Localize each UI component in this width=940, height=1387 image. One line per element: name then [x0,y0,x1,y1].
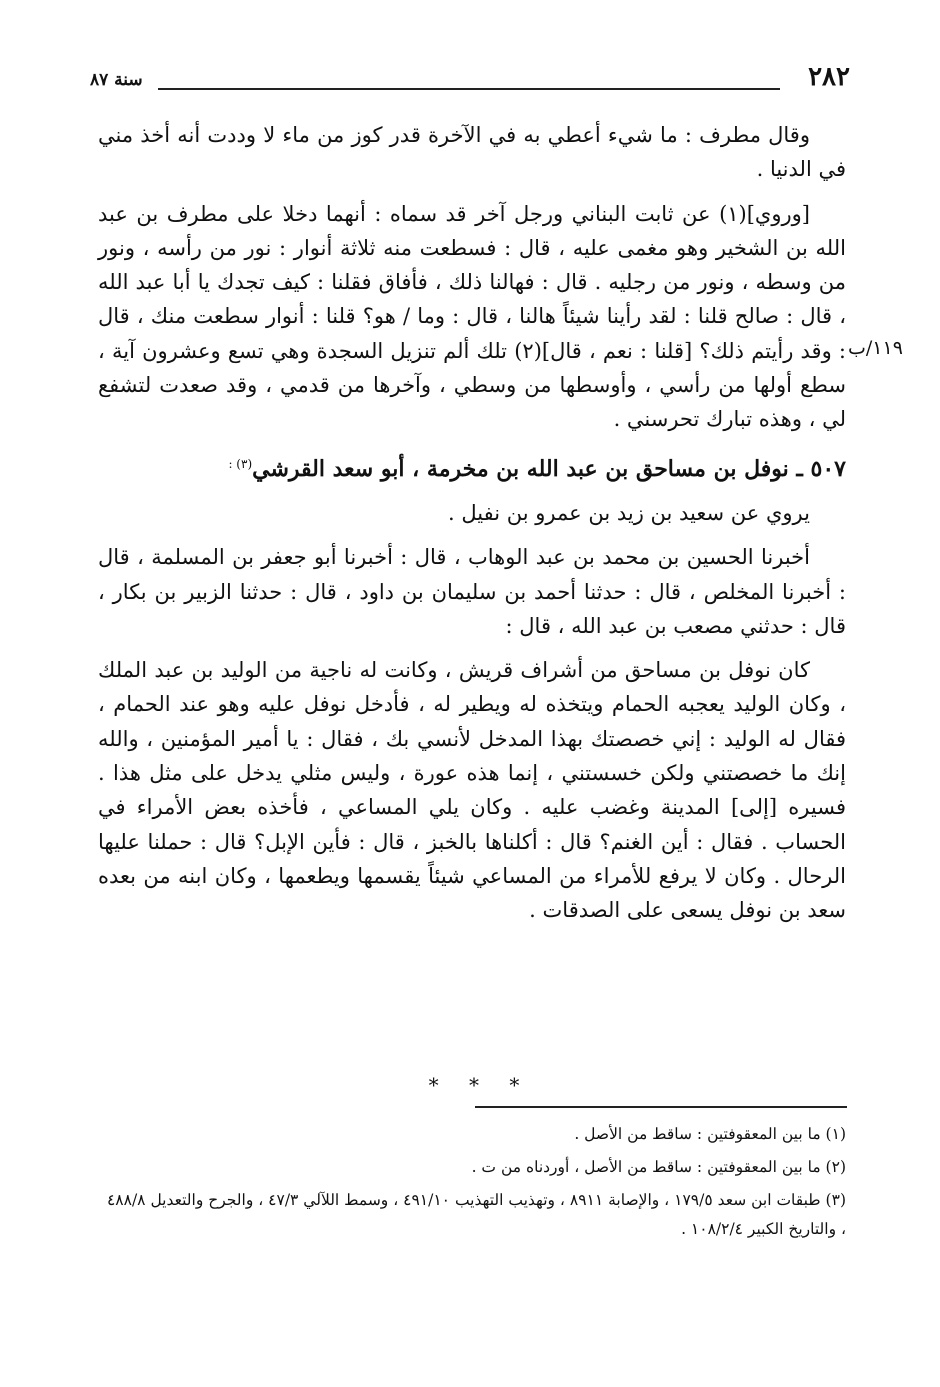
year-label: سنة ٨٧ [90,70,143,90]
page-number: ٢٨٢ [808,62,850,92]
section-separator: * * * [428,1073,532,1097]
footnotes [98,1120,846,1248]
entry-heading-line [98,447,846,486]
margin-folio-note: ١١٩/ب [848,337,903,359]
footnote: (٣) طبقات ابن سعد ١٧٩/٥ ، والإصابة ٨٩١١ ، وتهذيب التهذيب ٤٩١/١٠ ، وسمط اللآلي ٤٧/٣ ، والجرح والتعديل ٤٨٨/٨ ، والتاريخ الكبير ١٠٨/٢/٤ . [106,1191,846,1238]
main-text [98,118,846,938]
page-header [90,60,850,96]
footnote: (٢) ما بين المعقوفتين : ساقط من الأصل ، أوردناه من ت . [471,1158,846,1176]
paragraph: [وروي](١) عن ثابت البناني ورجل آخر قد سماه : أنهما دخلا على مطرف بن عبد الله بن الشخير وهو مغمى عليه ، قال : فسطعت منه ثلاثة أنوار : نور من رأسه ، ونور من وسطه ، ونور من رجليه . قال : فهالنا ذلك ، فأفاق فقلنا : كيف تجدك يا أبا عبد الله ، قال : صالح قلنا : لقد رأينا شيئاً هالنا ، قال : وما / هو؟ قلنا : أنوار سطعت منك ، قال : وقد رأيتم ذلك؟ [قلنا : نعم ، قال](٢) تلك ألم تنزيل السجدة وهي تسع وعشرون آية ، سطع أولها من رأسي ، وأوسطها من وسطي ، وآخرها من قدمي ، وقد صعدت لتشفع لي ، وهذه تبارك تحرسني . [98,201,846,432]
paragraph: أخبرنا الحسين بن محمد بن عبد الوهاب ، قال : أخبرنا أبو جعفر بن المسلمة ، قال : أخبرنا المخلص ، قال : حدثنا أحمد بن سليمان بن داود ، قال : حدثنا الزبير بن بكار ، قال : حدثني مصعب بن عبد الله ، قال : [98,545,846,638]
paragraph: وقال مطرف : ما شيء أعطي به في الآخرة قدر كوز من ماء لا وددت أنه أخذ مني في الدنيا . [98,123,846,182]
paragraph: كان نوفل بن مساحق من أشراف قريش ، وكانت له ناجية من الوليد بن عبد الملك ، وكان الوليد يعجبه الحمام ويتخذه له ويطير له ، فأدخل نوفل عليه وهو عند الحمام ، فقال له الوليد : إني خصصتك بهذا المدخل لأنسي بك ، فقال : يا أمير المؤمنين ، والله إنك ما خصصتني ولكن خسستني ، إنما هذه عورة ، وليس مثلي يدخل على مثل هذا . فسيره [إلى] المدينة وغضب عليه . وكان يلي المساعي ، فأخذه بعض الأمراء في الحساب . فقال : أين الغنم؟ قال : أكلناها بالخبز ، قال : فأين الإبل؟ قال : حملنا عليها الرحال . وكان لا يرفع للأمراء من المساعي شيئاً يقسمها ويطعمها ، وكان ابنه من بعده سعد بن نوفل يسعى على الصدقات . [98,658,846,923]
entry-heading: ٥٠٧ ـ نوفل بن مساحق بن عبد الله بن مخرمة ، أبو سعد القرشي [252,455,846,482]
footnote-rule [475,1106,847,1108]
footnote-marker: (٣) : [228,456,253,471]
paragraph: يروي عن سعيد بن زيد بن عمرو بن نفيل . [448,500,810,525]
footnote: (١) ما بين المعقوفتين : ساقط من الأصل . [574,1125,846,1143]
header-rule [158,88,780,90]
